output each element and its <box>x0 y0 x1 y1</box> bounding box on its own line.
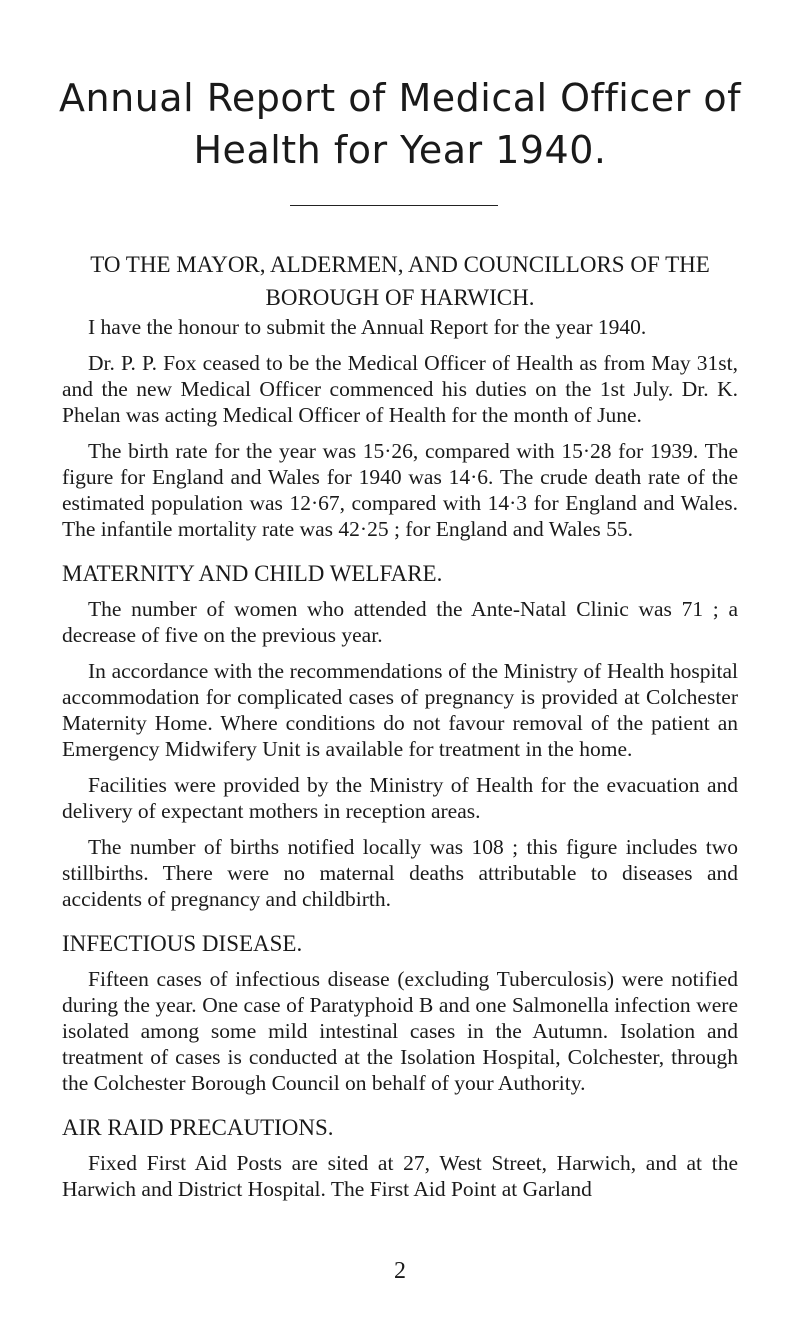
section-heading-maternity: MATERNITY AND CHILD WELFARE. <box>62 561 443 586</box>
intro-paragraph: I have the honour to submit the Annual Report for the year 1940. <box>88 315 647 339</box>
section-paragraph: Facilities were provided by the Ministry of Health for the evacuation and delivery of expectant mothers in reception areas. <box>62 773 738 823</box>
intro-paragraph: Dr. P. P. Fox ceased to be the Medical Officer of Health as from May 31st, and the new Medical Officer commenced his duties on the 1st July. Dr. K. Phelan was acting Medical Officer of Health for the month of June. <box>62 351 738 427</box>
section-paragraph: The number of births notified locally was 108 ; this figure includes two stillbirths. There were no maternal deaths attributable to diseases and accidents of pregnancy and childbirth. <box>62 835 738 911</box>
report-body <box>62 314 738 1212</box>
intro-paragraph: The birth rate for the year was 15·26, compared with 15·28 for 1939. The figure for England and Wales for 1940 was 14·6. The crude death rate of the estimated population was 12·67, compared with 14·3 for England and Wales. The infantile mortality rate was 42·25 ; for England and Wales 55. <box>62 439 738 541</box>
section-paragraph: The number of women who attended the Ante-Natal Clinic was 71 ; a decrease of five on the previous year. <box>62 597 738 647</box>
section-paragraph: Fixed First Aid Posts are sited at 27, West Street, Harwich, and at the Harwich and District Hospital. The First Aid Point at Garland <box>62 1151 738 1201</box>
addressee: TO THE MAYOR, ALDERMEN, AND COUNCILLORS OF THE BOROUGH OF HARWICH. <box>90 252 710 310</box>
page-number: 2 <box>394 1258 406 1284</box>
section-heading-infectious-disease: INFECTIOUS DISEASE. <box>62 931 303 956</box>
section-heading-air-raid: AIR RAID PRECAUTIONS. <box>62 1115 334 1140</box>
report-title: Annual Report of Medical Officer of Health for Year 1940. <box>59 76 741 172</box>
section-paragraph: In accordance with the recommendations of the Ministry of Health hospital accommodation for complicated cases of pregnancy is provided at Colchester Maternity Home. Where conditions do not favour removal of the patient an Emergency Midwifery Unit is available for treatment in the home. <box>62 659 738 761</box>
title-divider <box>290 205 498 206</box>
section-paragraph: Fifteen cases of infectious disease (excluding Tuberculosis) were notified during the year. One case of Paratyphoid B and one Salmonella infection were isolated among some mild intestinal cases in the Autumn. Isolation and treatment of cases is conducted at the Isolation Hospital, Colchester, through the Colchester Borough Council on behalf of your Authority. <box>62 967 738 1095</box>
